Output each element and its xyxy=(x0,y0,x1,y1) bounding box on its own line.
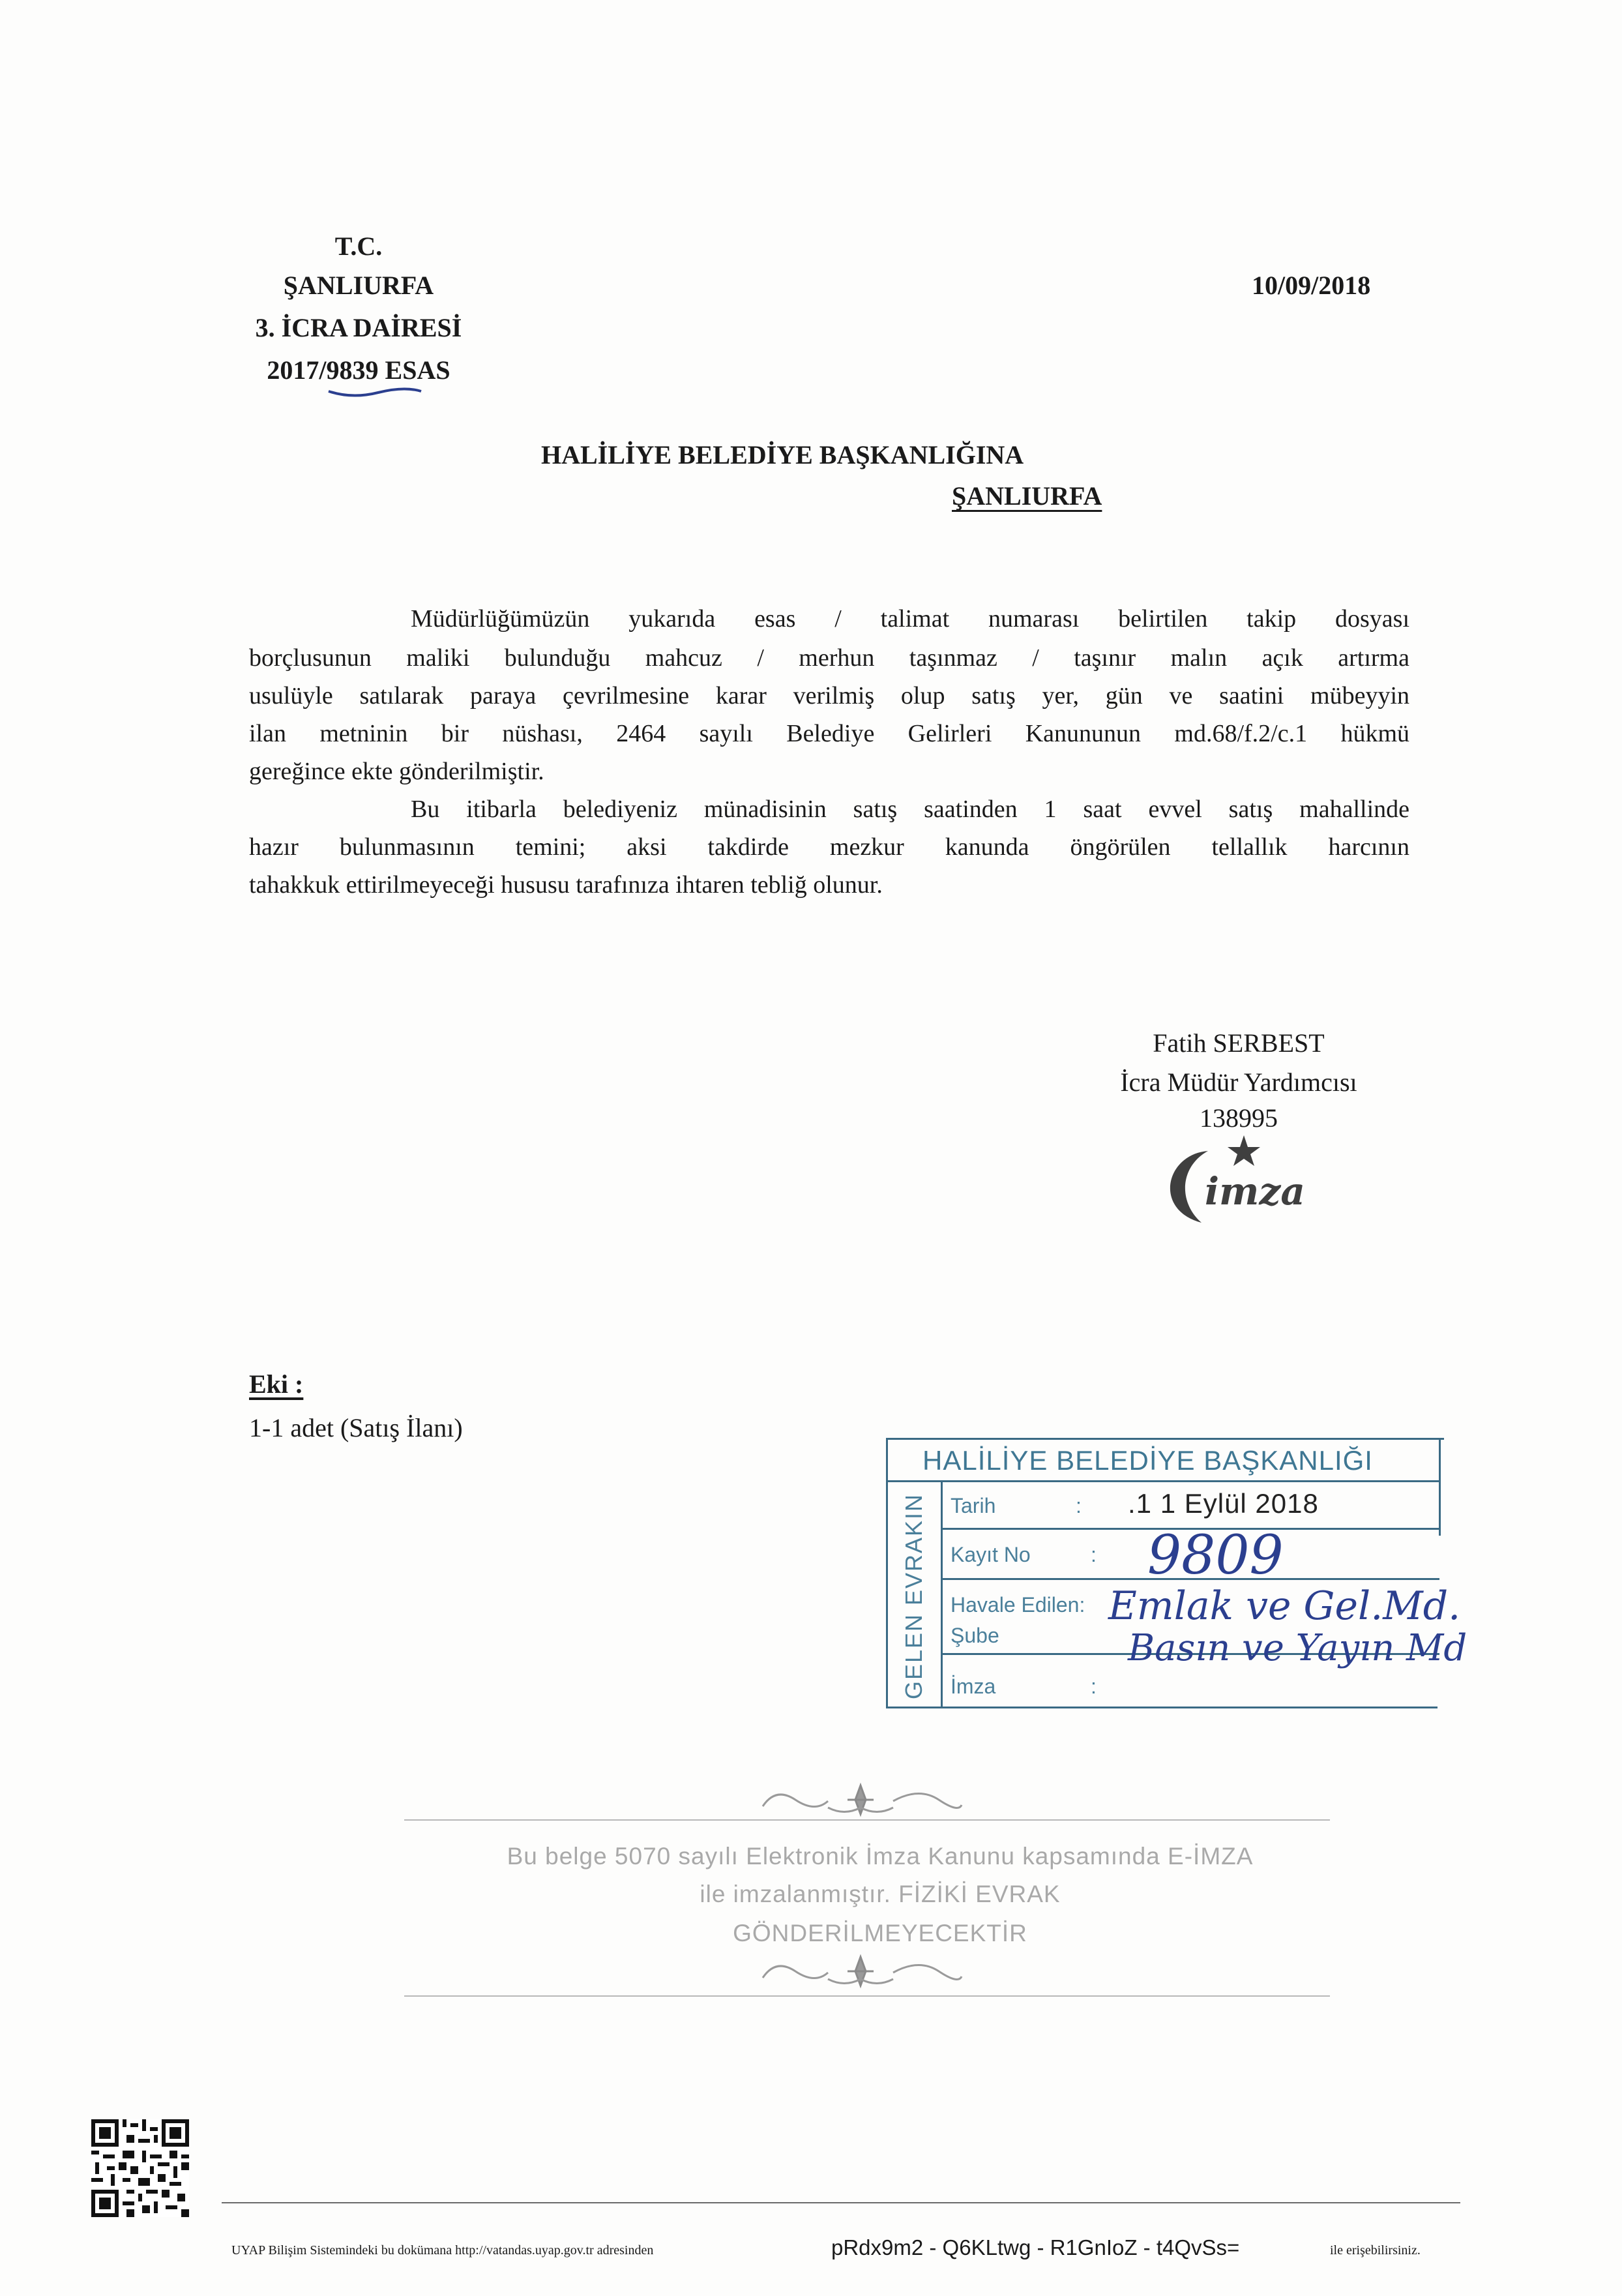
stamp-kayit-colon: : xyxy=(1091,1543,1097,1566)
body-p2-line1: Bu itibarla belediyeniz münadisinin satış saatinden 1 saat evvel satış mahallinde xyxy=(411,796,1409,823)
stamp-kayit-value: 9809 xyxy=(1147,1525,1284,1587)
incoming-document-stamp xyxy=(883,1438,1467,1708)
stamp-tarih-value: .1 1 Eylül 2018 xyxy=(1128,1488,1319,1519)
body-p2-line3: tahakkuk ettirilmeyeceği hususu tarafınıza ihtaren tebliğ olunur. xyxy=(249,871,883,899)
ornament-top xyxy=(750,1780,971,1819)
stamp-kayit-label: Kayıt No xyxy=(951,1543,1031,1566)
header-office: 3. İCRA DAİRESİ xyxy=(255,313,462,342)
stamp-sube-value: Basın ve Yayın Md xyxy=(1128,1627,1467,1669)
eimza-logo xyxy=(1140,1131,1335,1236)
eimza-rule-top xyxy=(404,1819,1330,1821)
file-number-underline-mark xyxy=(326,385,424,400)
body-p1-line2: borçlusunun maliki bulunduğu mahcuz / merhun taşınmaz / taşınır malın açık artırma xyxy=(249,644,1409,672)
addressee-city: ŞANLIURFA xyxy=(952,481,1102,511)
header-file-number: 2017/9839 ESAS xyxy=(267,355,450,385)
stamp-imza-label: İmza xyxy=(951,1675,996,1698)
stamp-havale-value: Emlak ve Gel.Md. xyxy=(1108,1583,1461,1629)
footer-prefix: UYAP Bilişim Sistemindeki bu dokümana http://vatandas.uyap.gov.tr adresinden xyxy=(231,2243,654,2258)
header-tc: T.C. xyxy=(334,231,383,261)
body-p1-line3: usulüyle satılarak paraya çevrilmesine karar verilmiş olup satış yer, gün ve saatini mübeyyin xyxy=(249,682,1409,709)
body-p2-line2: hazır bulunmasının temini; aksi takdirde mezkur kanunda öngörülen tellallık harcının xyxy=(249,833,1409,861)
eimza-line2: ile imzalanmıştır. FİZİKİ EVRAK xyxy=(700,1881,1061,1907)
stamp-havale-label: Havale Edilen: xyxy=(951,1593,1085,1617)
ornament-bottom xyxy=(750,1952,971,1991)
stamp-sube-label: Şube xyxy=(951,1624,999,1647)
qr-code xyxy=(91,2119,189,2217)
footer-verification-code: pRdx9m2 - Q6KLtwg - R1GnIoZ - t4QvSs= xyxy=(831,2235,1240,2259)
body-p1-line5: gereğince ekte gönderilmiştir. xyxy=(249,758,544,785)
eimza-line3: GÖNDERİLMEYECEKTİR xyxy=(733,1920,1027,1946)
document-date: 10/09/2018 xyxy=(1252,271,1371,300)
stamp-side-label: GELEN EVRAKIN xyxy=(900,1493,927,1700)
attachment-label: Eki : xyxy=(249,1369,304,1399)
body-p1-line1: Müdürlüğümüzün yukarıda esas / talimat numarası belirtilen takip dosyası xyxy=(411,605,1409,633)
header-city: ŞANLIURFA xyxy=(283,271,434,300)
footer-rule xyxy=(222,2202,1460,2203)
stamp-title: HALİLİYE BELEDİYE BAŞKANLIĞI xyxy=(922,1445,1373,1476)
eimza-logo-text: imza xyxy=(1205,1169,1305,1214)
attachment-item: 1-1 adet (Satış İlanı) xyxy=(249,1413,463,1442)
signer-title: İcra Müdür Yardımcısı xyxy=(1120,1067,1357,1097)
body-p1-line4: ilan metninin bir nüshası, 2464 sayılı Belediye Gelirleri Kanununun md.68/f.2/c.1 hükmü xyxy=(249,720,1409,747)
eimza-rule-bottom xyxy=(404,1995,1330,1997)
eimza-line1: Bu belge 5070 sayılı Elektronik İmza Kanunu kapsamında E-İMZA xyxy=(507,1843,1254,1870)
stamp-imza-colon: : xyxy=(1091,1675,1097,1698)
signer-number: 138995 xyxy=(1200,1103,1278,1133)
stamp-tarih-label: Tarih xyxy=(951,1494,996,1517)
footer-suffix: ile erişebilirsiniz. xyxy=(1330,2243,1421,2258)
stamp-tarih-colon: : xyxy=(1076,1494,1082,1517)
signer-name: Fatih SERBEST xyxy=(1153,1028,1325,1058)
addressee-institution: HALİLİYE BELEDİYE BAŞKANLIĞINA xyxy=(541,440,1024,470)
